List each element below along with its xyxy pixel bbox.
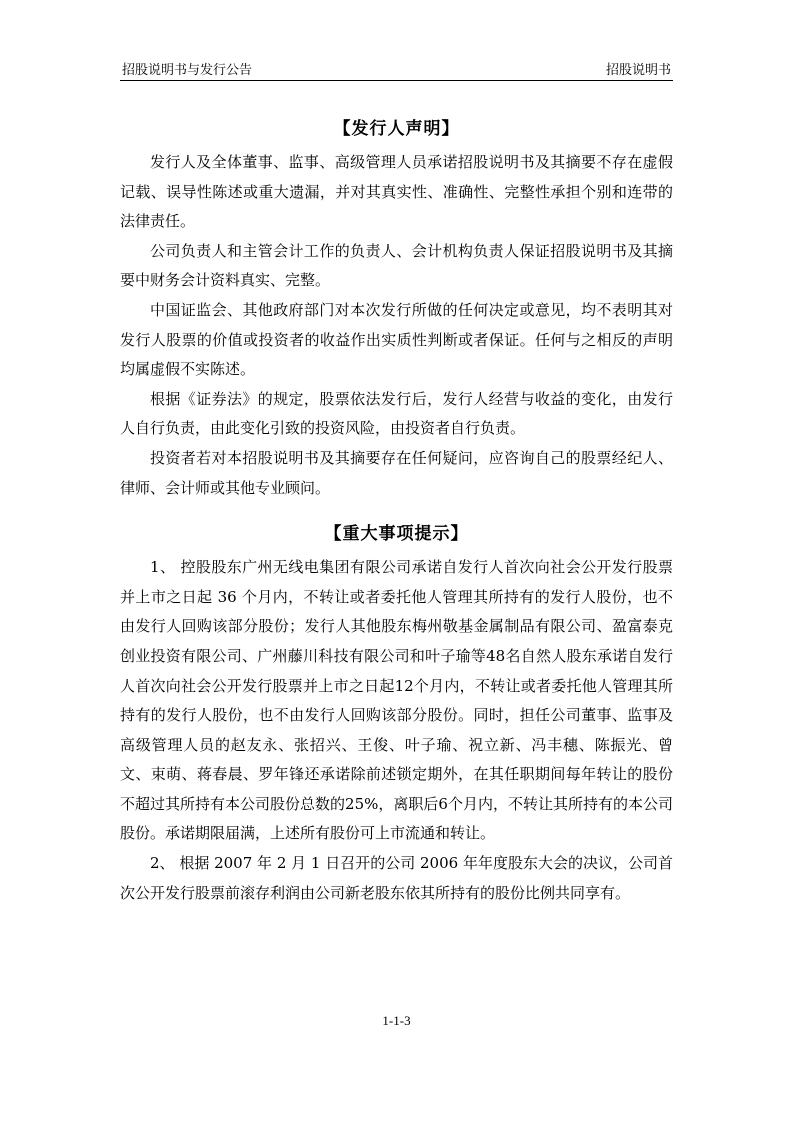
header-document-title: 招股说明书与发行公告 — [122, 63, 253, 78]
header-section-title: 招股说明书 — [605, 63, 671, 78]
issuer-statement-section — [120, 148, 673, 503]
page-header — [120, 56, 673, 81]
issuer-statement-heading: 【发行人声明】 — [333, 119, 460, 139]
page-number: 1-1-3 — [382, 1013, 411, 1028]
issuer-statement-paragraph: 发行人及全体董事、监事、高级管理人员承诺招股说明书及其摘要不存在虚假记载、误导性陈述或重大遗漏，并对其真实性、准确性、完整性承担个别和连带的法律责任。 — [120, 153, 673, 231]
issuer-statement-paragraph: 公司负责人和主管会计工作的负责人、会计机构负责人保证招股说明书及其摘要中财务会计资料真实、完整。 — [120, 241, 673, 290]
major-matters-paragraph: 2、 根据 2007 年 2 月 1 日召开的公司 2006 年年度股东大会的决议，公司首次公开发行股票前滚存利润由公司新老股东依其所持有的股份比例共同享有。 — [120, 854, 673, 902]
issuer-statement-paragraph: 投资者若对本招股说明书及其摘要存在任何疑问，应咨询自己的股票经纪人、律师、会计师或其他专业顾问。 — [120, 448, 673, 497]
issuer-statement-paragraph: 根据《证券法》的规定，股票依法发行后，发行人经营与收益的变化，由发行人自行负责，由此变化引致的投资风险，由投资者自行负责。 — [120, 389, 673, 438]
page-content — [120, 108, 673, 908]
major-matters-heading: 【重大事项提示】 — [324, 524, 469, 545]
issuer-statement-paragraph: 中国证监会、其他政府部门对本次发行所做的任何决定或意见，均不表明其对发行人股票的价值或投资者的收益作出实质性判断或者保证。任何与之相反的声明均属虚假不实陈述。 — [120, 300, 673, 379]
major-matters-section — [120, 553, 673, 908]
major-matters-paragraph: 1、 控股股东广州无线电集团有限公司承诺自发行人首次向社会公开发行股票并上市之日起 36 个月内，不转让或者委托他人管理其所持有的发行人股份，也不由发行人回购该部分股份；发行人其他股东梅州敬基金属制品有限公司、盈富泰克创业投资有限公司、广州藤川科技有限公司和叶子瑜等48名自然人股东承诺自发行人首次向社会公开发行股票并上市之日起12个月内，不转让或者委托他人管理其所持有的发行人股份，也不由发行人回购该部分股份。同时，担任公司董事、监事及高级管理人员的赵友永、张招兴、王俊、叶子瑜、祝立新、冯丰穗、陈振光、曾文、束萌、蒋春晨、罗年锋还承诺除前述锁定期外，在其任职期间每年转让的股份不超过其所持有本公司股份总数的25%，离职后6个月内，不转让其所持有的本公司股份。承诺期限届满，上述所有股份可上市流通和转让。 — [120, 558, 673, 843]
